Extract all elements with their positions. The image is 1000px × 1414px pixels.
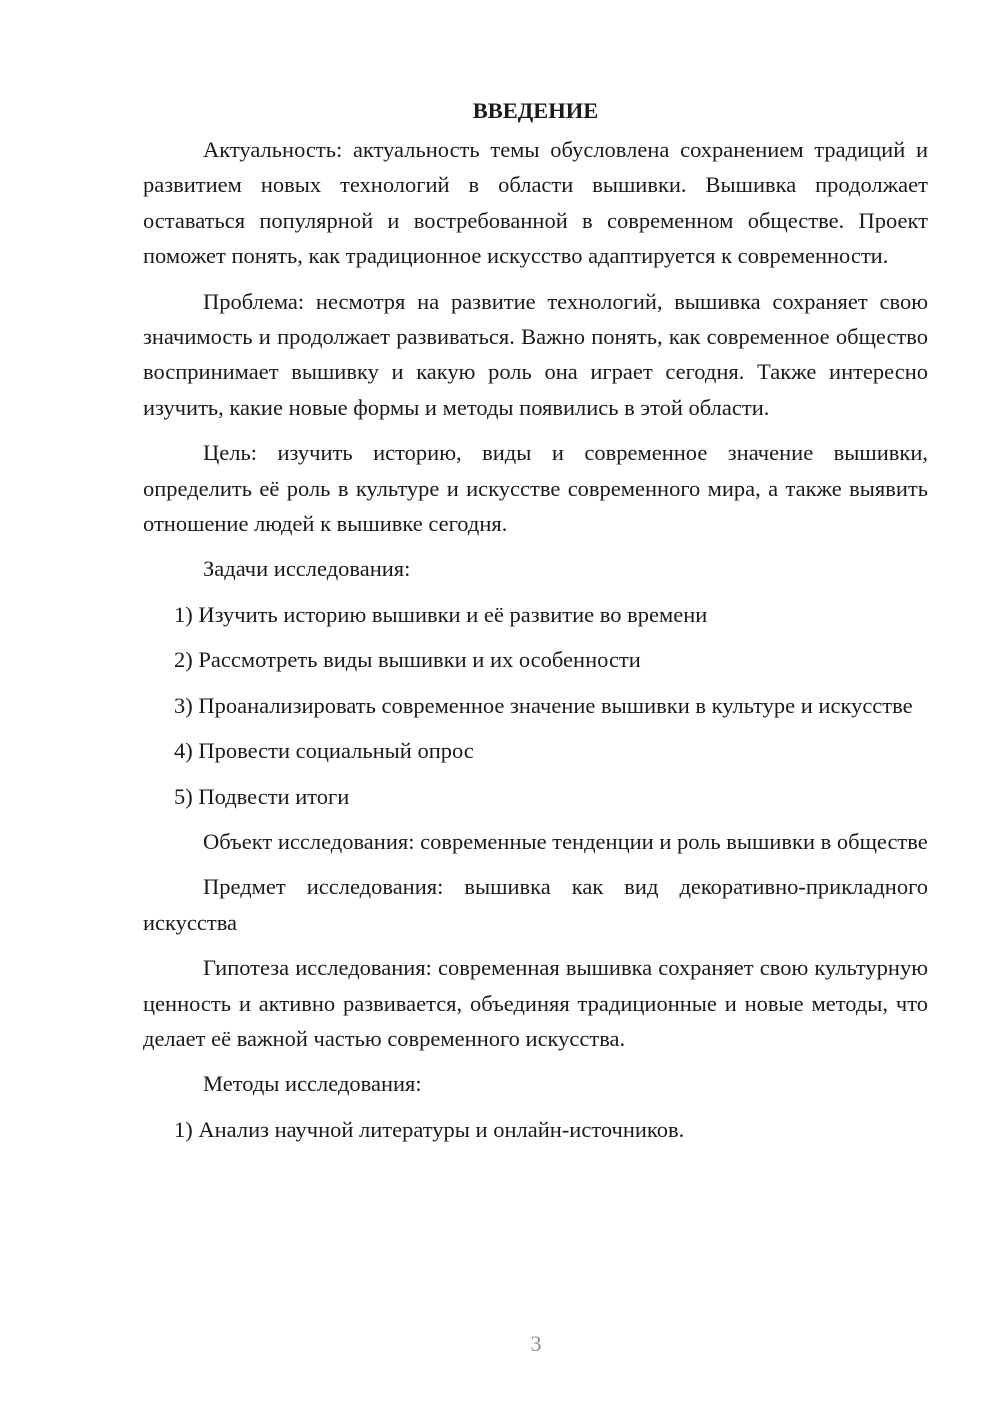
tasks-heading: Задачи исследования:	[203, 556, 411, 582]
task-item: 5) Подвести итоги	[174, 783, 350, 809]
task-item: 2) Рассмотреть виды вышивки и их особенности	[174, 647, 641, 673]
page-number: 3	[530, 1331, 542, 1356]
task-item: 4) Провести социальный опрос	[174, 738, 474, 764]
problem-paragraph: Проблема: несмотря на развитие технологий, вышивка сохраняет свою значимость и продолжает развиваться. Важно понять, как современное общество воспринимает вышивку и какую роль она играет сегодня. Также интересно изучить, какие новые формы и методы появились в этой области.	[143, 288, 928, 420]
relevance-paragraph: Актуальность: актуальность темы обусловлена сохранением традиций и развитием новых технологий в области вышивки. Вышивка продолжает оставаться популярной и востребованной в современном обществе. Проект поможет понять, как традиционное искусство адаптируется к современности.	[143, 137, 928, 269]
page-content	[143, 96, 928, 1157]
methods-heading: Методы исследования:	[203, 1071, 422, 1097]
subject-paragraph: Предмет исследования: вышивка как вид декоративно-прикладного искусства	[143, 874, 928, 935]
object-paragraph: Объект исследования: современные тенденции и роль вышивки в обществе	[203, 828, 928, 854]
method-item: 1) Анализ научной литературы и онлайн-источников.	[174, 1116, 685, 1142]
hypothesis-paragraph: Гипотеза исследования: современная вышивка сохраняет свою культурную ценность и активно развивается, объединяя традиционные и новые методы, что делает её важной частью современного искусства.	[143, 955, 928, 1051]
task-item: 1) Изучить историю вышивки и её развитие во времени	[174, 601, 708, 627]
page-title: ВВЕДЕНИЕ	[472, 98, 599, 123]
task-item: 3) Проанализировать современное значение вышивки в культуре и искусстве	[174, 692, 913, 718]
goal-paragraph: Цель: изучить историю, виды и современное значение вышивки, определить её роль в культуре и искусстве современного мира, а также выявить отношение людей к вышивке сегодня.	[143, 440, 928, 537]
